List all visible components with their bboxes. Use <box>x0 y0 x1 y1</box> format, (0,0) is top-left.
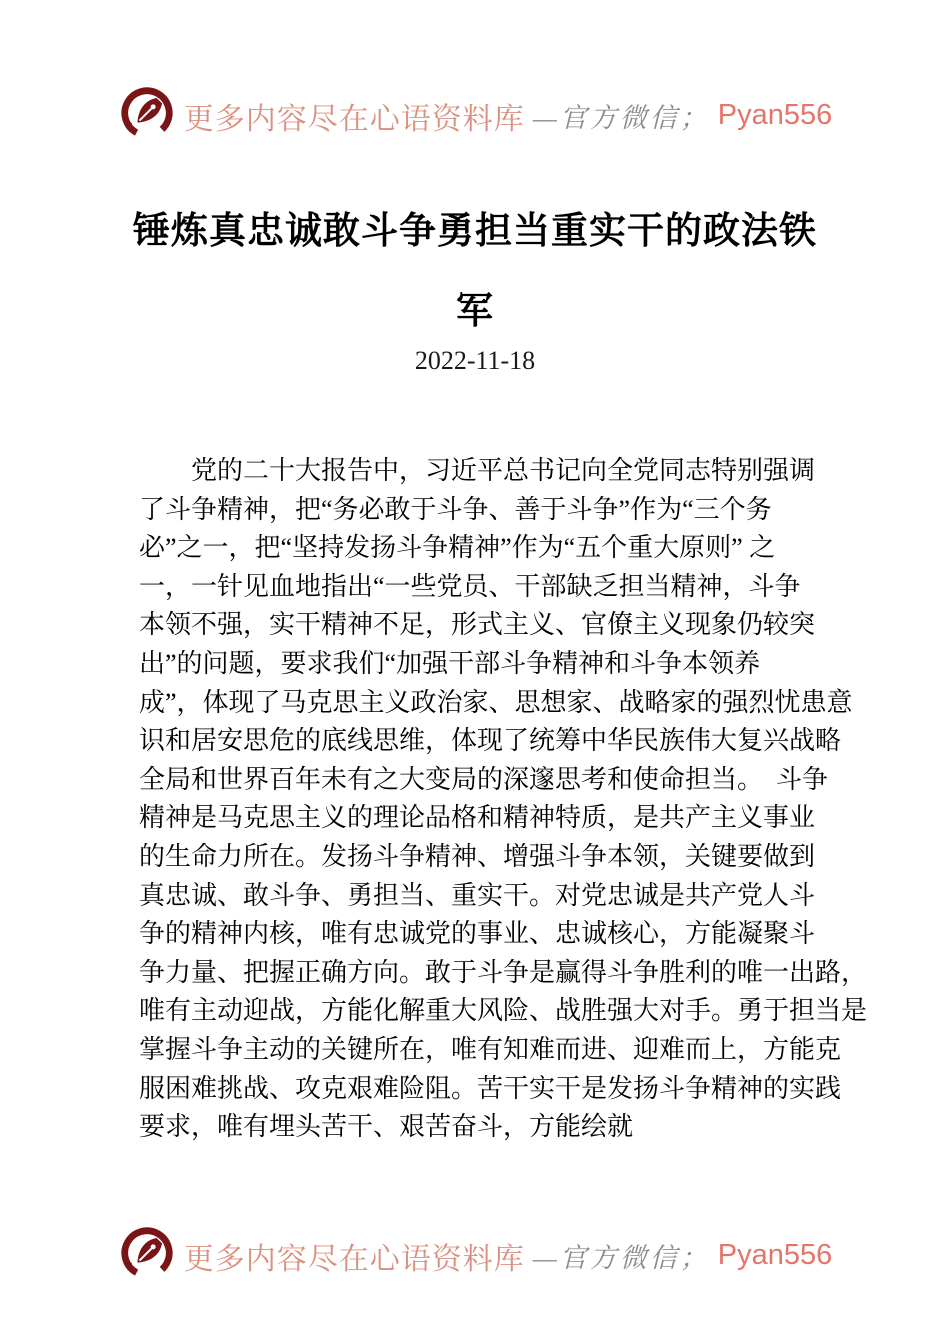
document-date: 2022-11-18 <box>414 346 536 375</box>
pen-nib-circle-logo-icon <box>118 1224 176 1287</box>
paragraph-line: 识和居安思危的底线思维，体现了统筹中华民族伟大复兴战略 <box>139 726 842 756</box>
paragraph-line: 掌握斗争主动的关键所在，唯有知难而进、迎难而上，方能克 <box>139 1034 842 1064</box>
paragraph-line: 唯有主动迎战，方能化解重大风险、战胜强大对手。勇于担当是 <box>139 996 868 1026</box>
paragraph-line: 本领不强，实干精神不足，形式主义、官僚主义现象仍较突 <box>139 610 816 640</box>
paragraph-line: 争力量、把握正确方向。敢于斗争是赢得斗争胜利的唯一出路， <box>139 957 868 987</box>
paragraph-line: 了斗争精神，把“务必敢于斗争、善于斗争”作为“三个务 <box>139 494 772 524</box>
watermark-separator: —官方微信； <box>532 103 710 133</box>
paragraph-line: 要求，唯有埋头苦干、艰苦奋斗，方能绘就 <box>139 1112 634 1142</box>
paragraph-line: 一，一针见血地指出“一些党员、干部缺乏担当精神，斗争 <box>139 571 801 601</box>
paragraph-line: 党的二十大报告中，习近平总书记向全党同志特别强调 <box>191 456 816 485</box>
document-title <box>0 192 950 352</box>
body-paragraph <box>139 452 868 1147</box>
paragraph-line: 全局和世界百年未有之大变局的深邃思考和使命担当。 斗争 <box>139 764 829 794</box>
watermark-separator: —官方微信； <box>532 1243 710 1273</box>
footer-watermark <box>0 1224 950 1287</box>
paragraph-line: 必”之一，把“坚持发扬斗争精神”作为“五个重大原则” 之 <box>139 533 776 563</box>
pen-nib-circle-logo-icon <box>118 84 176 147</box>
paragraph-line: 精神是马克思主义的理论品格和精神特质，是共产主义事业 <box>139 803 816 833</box>
paragraph-line: 争的精神内核，唯有忠诚党的事业、忠诚核心，方能凝聚斗 <box>139 919 816 949</box>
watermark-text: 更多内容尽在心语资料库 <box>183 1242 525 1276</box>
title-line-2: 军 <box>456 291 494 332</box>
paragraph-line: 的生命力所在。发扬斗争精神、增强斗争本领，关键要做到 <box>139 841 816 871</box>
paragraph-line: 真忠诚、敢斗争、勇担当、重实干。对党忠诚是共产党人斗 <box>139 880 816 910</box>
watermark-text: 更多内容尽在心语资料库 <box>183 102 525 136</box>
header-watermark <box>0 84 950 147</box>
paragraph-line: 成”，体现了马克思主义政治家、思想家、战略家的强烈忧患意 <box>139 687 853 717</box>
paragraph-line: 出”的问题，要求我们“加强干部斗争精神和斗争本领养 <box>139 648 761 678</box>
title-line-1: 锤炼真忠诚敢斗争勇担当重实干的政法铁 <box>133 211 817 252</box>
watermark-wechat-id: Pyan556 <box>717 99 833 131</box>
watermark-wechat-id: Pyan556 <box>717 1239 833 1271</box>
paragraph-line: 服困难挑战、攻克艰难险阻。苦干实干是发扬斗争精神的实践 <box>139 1073 842 1103</box>
